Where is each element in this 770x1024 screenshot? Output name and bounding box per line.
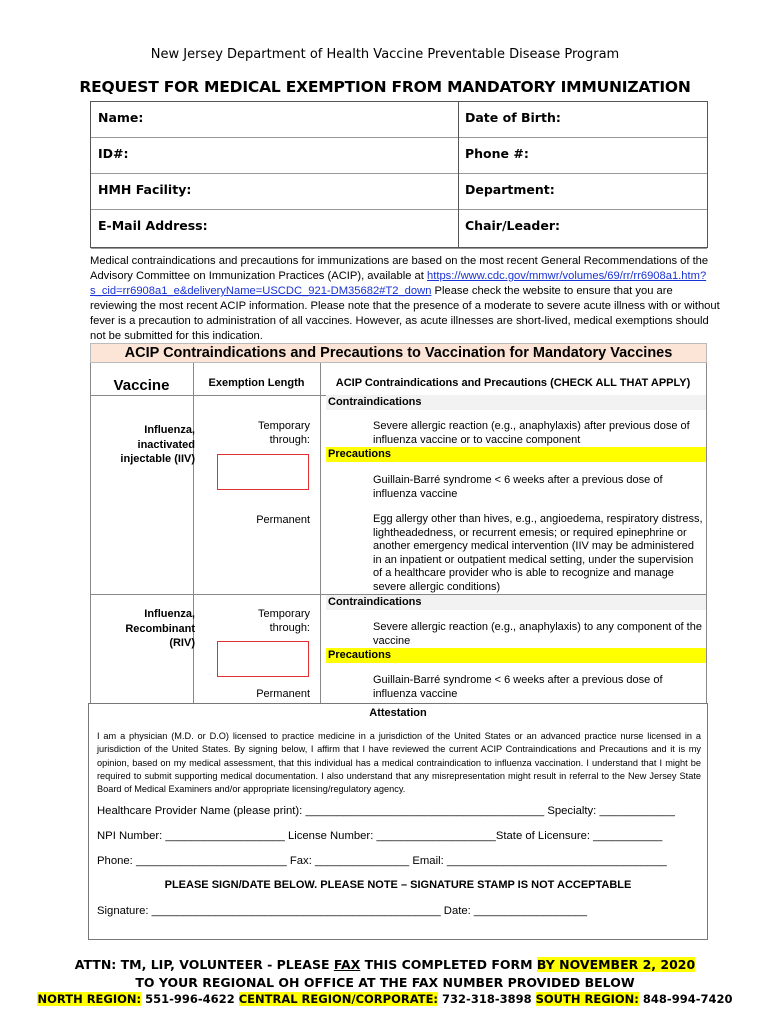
riv-temporary-label: Temporary through: [258, 608, 310, 634]
info-row-facility [91, 174, 707, 210]
iiv-temporary-date-box[interactable] [217, 454, 309, 490]
footer-fax-text: FAX [333, 957, 361, 972]
col-header-contraindications: ACIP Contraindications and Precautions (CHECK ALL THAT APPLY) [335, 377, 691, 389]
phone-fax-email-line[interactable]: Phone: ________________________ Fax: _______________ Email: ___________________________________ [97, 855, 667, 867]
signature-date-line[interactable]: Signature: ______________________________________________ Date: __________________ [97, 905, 588, 917]
col-header-vaccine: Vaccine [113, 377, 170, 394]
acip-section-title: ACIP Contraindications and Precautions to Vaccination for Mandatory Vaccines [90, 343, 707, 363]
riv-temporary-date-box[interactable] [217, 641, 309, 677]
iiv-permanent-label[interactable]: Permanent [256, 514, 310, 526]
riv-precautions-header: Precautions [326, 648, 706, 663]
info-row-name [91, 102, 707, 138]
id-field[interactable]: ID#: [98, 146, 129, 161]
riv-prec-item-gbs[interactable]: Guillain-Barré syndrome < 6 weeks after a previous dose of influenza vaccine [373, 674, 663, 700]
email-field[interactable]: E-Mail Address: [98, 218, 208, 233]
table-border-right [706, 363, 707, 703]
footer-completed-text: THIS COMPLETED FORM [360, 957, 537, 972]
north-region-label: NORTH REGION: [37, 992, 142, 1006]
form-title: REQUEST FOR MEDICAL EXEMPTION FROM MANDATORY IMMUNIZATION [79, 78, 691, 96]
npi-license-line[interactable]: NPI Number: ___________________ License Number: ___________________State of Licensure: ___________ [97, 830, 663, 842]
sign-date-note: PLEASE SIGN/DATE BELOW. PLEASE NOTE – SIGNATURE STAMP IS NOT ACCEPTABLE [164, 879, 632, 891]
iiv-precautions-header: Precautions [326, 447, 706, 462]
footer-fax-numbers [0, 992, 770, 1006]
intro-text-1: Medical contraindications and precautions for immunizations are based on the most recent General Recommendations of the Advisory Committee on Immunization Practices (ACIP), available at [90, 255, 709, 282]
iiv-contra-item[interactable]: Severe allergic reaction (e.g., anaphylaxis) after previous dose of influenza vaccine or to vaccine component [373, 420, 690, 446]
riv-contraindications-header: Contraindications [326, 595, 706, 610]
program-header: New Jersey Department of Health Vaccine Preventable Disease Program [150, 47, 620, 62]
central-region-fax: 732-318-3898 [438, 992, 536, 1006]
col-header-exemption-length: Exemption Length [208, 377, 305, 389]
south-region-label: SOUTH REGION: [535, 992, 639, 1006]
employee-info-table [90, 101, 708, 248]
facility-field[interactable]: HMH Facility: [98, 182, 192, 197]
name-field[interactable]: Name: [98, 110, 144, 125]
iiv-contraindications-header: Contraindications [326, 395, 706, 410]
intro-text-2: Please check the website to ensure that you are reviewing the most recent ACIP information. Please note that the presence of a moderate to severe acute illness with or without fever is a precaution to administration of all vaccines. However, as acute illnesses are short-lived, medical exemptions should not be submitted for this indication. [90, 285, 720, 342]
phone-field[interactable]: Phone #: [465, 146, 529, 161]
provider-name-line[interactable]: Healthcare Provider Name (please print): ______________________________________ Specialty: ____________ [97, 805, 675, 817]
info-row-id [91, 138, 707, 174]
department-field[interactable]: Department: [465, 182, 555, 197]
footer-line-1 [0, 957, 770, 972]
acip-link[interactable]: https://www.cdc.gov/mmwr/volumes/69/rr/rr6908a1.htm?s_cid=rr6908a1_e&deliveryName=USCDC_921-DM35682#T2_down [90, 270, 707, 297]
north-region-fax: 551-996-4622 [141, 992, 239, 1006]
iiv-prec-item-egg-allergy[interactable]: Egg allergy other than hives, e.g., angioedema, respiratory distress, lightheadedness, or recurrent emesis; or required epinephrine or another emergency medical intervention (IIV may be administered in an inpatient or outpatient medical setting, under the supervision of a healthcare provider who is able to recognize and manage severe allergic conditions) [373, 513, 703, 593]
intro-paragraph [90, 254, 720, 344]
table-col-divider-2 [320, 363, 321, 703]
attestation-text: I am a physician (M.D. or D.O) licensed to practice medicine in a jurisdiction of the United States or an advanced practice nurse licensed in a jurisdiction of the United States. By signing below, I affirm that I have reviewed the current ACIP Contraindications and Precautions and it is my opinion, based on my medical assessment, that this individual has a medical contraindication to influenza vaccination. I understand that I might be required to submit supporting medical documentation. I also understand that any misrepresentation might result in referral to the New Jersey State Board of Medical Examiners and/or appropriate licensing/regulatory agency. [97, 731, 701, 795]
table-col-divider-1 [193, 363, 194, 703]
footer-attn-text: ATTN: TM, LIP, VOLUNTEER - PLEASE [74, 957, 334, 972]
central-region-label: CENTRAL REGION/CORPORATE: [238, 992, 439, 1006]
chair-field[interactable]: Chair/Leader: [465, 218, 560, 233]
footer-line-2: TO YOUR REGIONAL OH OFFICE AT THE FAX NUMBER PROVIDED BELOW [135, 975, 635, 990]
south-region-fax: 848-994-7420 [638, 992, 733, 1006]
attestation-title: Attestation [369, 707, 427, 719]
footer-deadline: BY NOVEMBER 2, 2020 [536, 957, 696, 972]
iiv-prec-item-gbs[interactable]: Guillain-Barré syndrome < 6 weeks after a previous dose of influenza vaccine [373, 474, 663, 500]
riv-permanent-label[interactable]: Permanent [256, 688, 310, 700]
vaccine-name-riv: Influenza, Recombinant (RIV) [125, 608, 195, 649]
iiv-temporary-label: Temporary through: [258, 420, 310, 446]
vaccine-name-iiv: Influenza, inactivated injectable (IIV) [120, 424, 195, 465]
table-border-left [90, 363, 91, 703]
info-divider [458, 102, 459, 247]
info-row-email [91, 210, 707, 249]
dob-field[interactable]: Date of Birth: [465, 110, 561, 125]
riv-contra-item[interactable]: Severe allergic reaction (e.g., anaphylaxis) to any component of the vaccine [373, 621, 702, 647]
